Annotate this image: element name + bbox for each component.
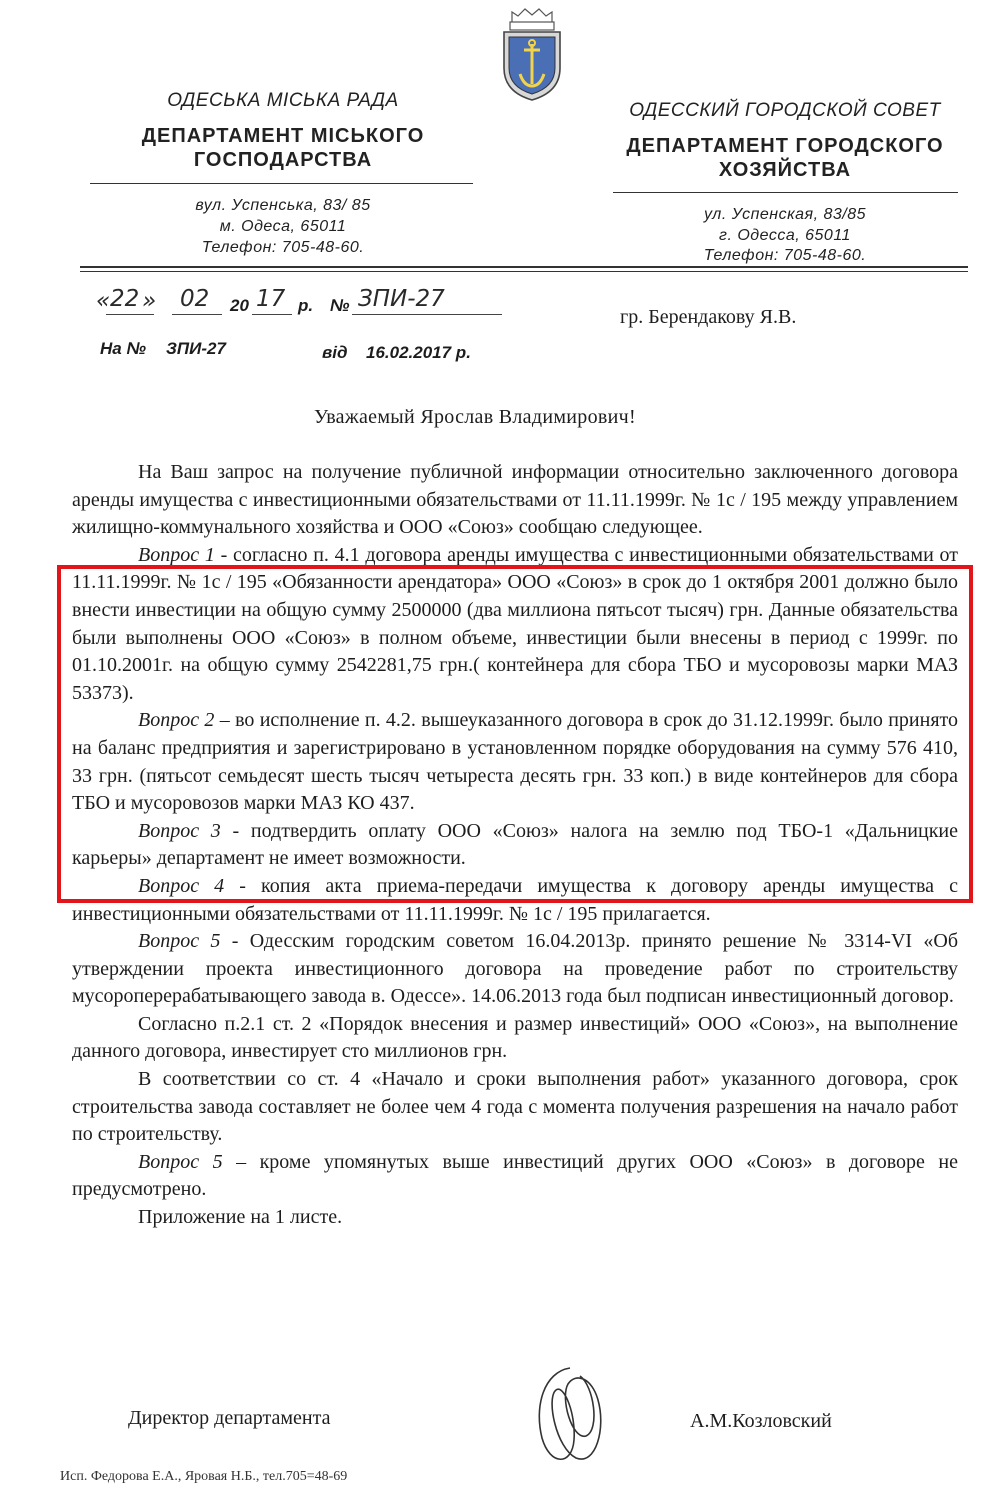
address-ru-phone: Телефон: 705-48-60. (703, 247, 867, 264)
odessa-coat-of-arms-icon (498, 6, 566, 102)
header-right-divider (613, 192, 958, 193)
handwritten-signature-icon (520, 1362, 620, 1470)
council-name-ru: ОДЕССКИЙ ГОРОДСКОЙ СОВЕТ (629, 100, 941, 121)
paragraph-question-5-repeat (72, 1149, 958, 1204)
registration-line (96, 284, 516, 324)
question-4-label: Вопрос 4 (138, 874, 225, 897)
highlight-box-questions-1-2 (57, 565, 973, 903)
reply-reference-number: ЗПИ-27 (166, 339, 226, 358)
header-main-divider (80, 266, 968, 268)
address-ua-city: м. Одеса, 65011 (219, 218, 347, 235)
department-name-ru-line1: ДЕПАРТАМЕНТ ГОРОДСКОГО (626, 135, 944, 157)
reply-reference-from-label: від (322, 343, 348, 362)
salutation: Уважаемый Ярослав Владимирович! (314, 406, 636, 428)
paragraph-question-5 (72, 928, 958, 1011)
question-5-text: - Одесским городским советом 16.04.2013р. принято решение № 3314-VI «Об утверждении проекта инвестиционного договора на проведение работ по строительству мусороперерабатывающего завода в. Одессе». 14.06.2013 года был подписан инвестиционный договор. (72, 930, 959, 1008)
question-5-label: Вопрос 5 (138, 930, 221, 953)
registration-number: ЗПИ-27 (358, 286, 445, 312)
registration-quote-close: » (142, 288, 157, 314)
registration-year-unit: р. (298, 296, 314, 315)
address-ua-street: вул. Успенська, 83/ 85 (195, 197, 371, 214)
council-name-ua: ОДЕСЬКА МІСЬКА РАДА (167, 90, 399, 111)
question-2-label: Вопрос 2 (138, 709, 215, 732)
registration-number-label: № (330, 296, 350, 315)
registration-quote-open: « (96, 288, 111, 314)
question-6-label: Вопрос 5 (138, 1150, 223, 1173)
reply-reference-label: На № (100, 339, 146, 358)
question-4-text: - копия акта приема-передачи имущества к договору аренды имущества с инвестиционными обязательствами от 11.11.1999г. № 1с / 195 прилагается. (72, 874, 958, 925)
question-3-text: - подтвердить оплату ООО «Союз» налога на землю под ТБО-1 «Дальницкие карьеры» департамент не имеет возможности. (72, 819, 959, 870)
registration-day: 22 (110, 286, 140, 312)
registration-month: 02 (180, 286, 210, 312)
paragraph-investment: Согласно п.2.1 ст. 2 «Порядок внесения и размер инвестиций» ООО «Союз», на выполнение данного договора, инвестирует сто миллионов грн. (72, 1012, 958, 1063)
registration-year-prefix: 20 (230, 296, 249, 315)
header-main-divider-thin (80, 271, 968, 272)
executor-info: Исп. Федорова Е.А., Яровая Н.Б., тел.705=48-69 (60, 1469, 348, 1484)
registration-year-suffix: 17 (256, 286, 286, 312)
registration-month-underline (172, 314, 222, 315)
reply-reference-date: 16.02.2017 р. (366, 343, 471, 362)
paragraph-intro: На Ваш запрос на получение публичной информации относительно заключенного договора аренды имущества с инвестиционными обязательствами от 11.11.1999г. № 1с / 195 между управлением жилищно-коммунального хозяйства и ООО «Союз» сообщаю следующее. (72, 461, 958, 539)
registration-year-underline (252, 314, 292, 315)
question-1-text: - согласно п. 4.1 договора аренды имущества с инвестиционными обязательствами от 11.11.1999г. № 1с / 195 «Обязанности арендатора» ООО «Союз» в срок до 1 октября 2001 должно было внести инвестиции на общую сумму 2500000 (два миллиона пятьсот тысяч) грн. Данные обязательства были выполнены ООО «Союз» в полном объеме, инвестиции были внесены в период с 1999г. по 01.10.2001г. на общую сумму 2542281,75 грн.( контейнера для сбора ТБО и мусоровозы марки МАЗ 53373). (72, 543, 958, 704)
question-6-text: – кроме упомянутых выше инвестиций других ООО «Союз» в договоре не предусмотрено. (72, 1150, 959, 1201)
address-ua-phone: Телефон: 705-48-60. (201, 239, 365, 256)
paragraph-terms: В соответствии со ст. 4 «Начало и сроки выполнения работ» указанного договора, срок строительства завода составляет не более чем 4 года с момента получения разрешения на начало работ по строительству. (72, 1068, 958, 1146)
department-name-ru-line2: ХОЗЯЙСТВА (718, 159, 852, 181)
department-name-ua-line1: ДЕПАРТАМЕНТ МІСЬКОГО (141, 125, 425, 147)
address-ru-street: ул. Успенская, 83/85 (703, 206, 867, 223)
address-ru-city: г. Одесса, 65011 (719, 227, 851, 244)
header-left-divider (90, 183, 473, 184)
paragraph-attachment: Приложение на 1 листе. (138, 1206, 343, 1229)
signatory-name: А.М.Козловский (690, 1410, 832, 1432)
department-name-ua-line2: ГОСПОДАРСТВА (193, 149, 373, 171)
question-3-label: Вопрос 3 (138, 819, 221, 842)
recipient: гр. Берендакову Я.В. (620, 306, 797, 328)
question-1-label: Вопрос 1 (138, 543, 215, 566)
registration-number-underline (352, 314, 502, 315)
question-2-text: – во исполнение п. 4.2. вышеуказанного договора в срок до 31.12.1999г. было принято на баланс предприятия и зарегистрировано в установленном порядке оборудования на сумму 576 410, 33 грн. (пятьсот семьдесят шесть тысяч четыреста десять грн. 33 коп.) в виде контейнеров для сбора ТБО и мусоровозов марки МАЗ КО 437. (72, 709, 958, 815)
signatory-position: Директор департамента (128, 1407, 331, 1429)
registration-day-underline (106, 314, 154, 315)
